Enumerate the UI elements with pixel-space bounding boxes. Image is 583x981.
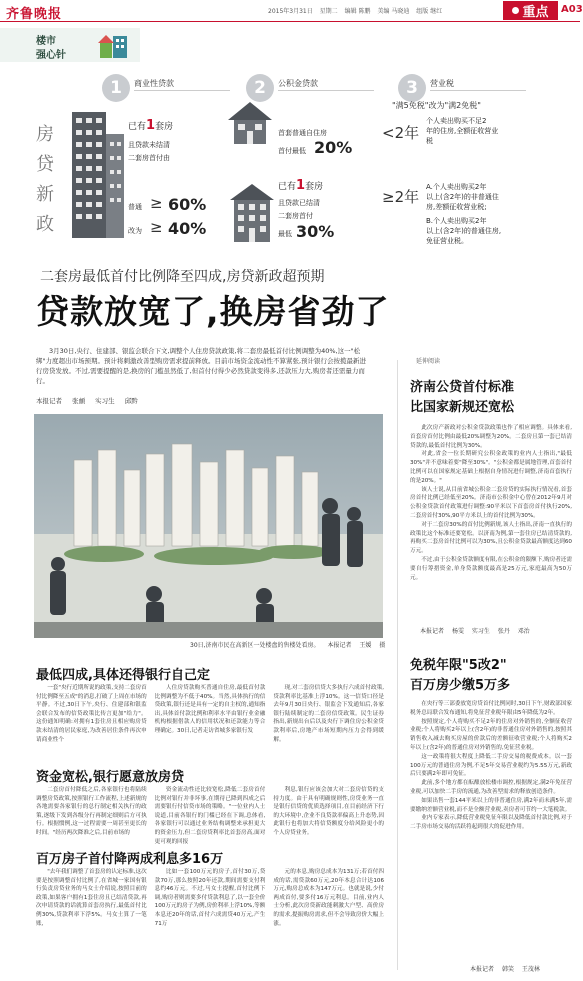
page-number: A03 [561, 4, 583, 15]
story-2-paragraph: 在央行等三部委放宽房贷首付比例同时,30日下午,财政部国家税务总局联合发布通知,将免征营业税年限由5年降低为2年。 [410, 701, 572, 716]
provident-second-prefix: 已有 [278, 182, 297, 192]
story-2-paragraph: 此前,多个地方都在酝酿放松楼市调控,根据规定,满2年免征营业税,可以加快二手房的流通,为改善型需求的释放创造条件。 [410, 780, 572, 795]
side-title-char: 新 [36, 184, 54, 205]
photo-caption [190, 640, 391, 649]
commercial-normal-pct: 60% [168, 195, 207, 214]
article-3-col: 元的本息,购房总成本为131万;若首付四成的话,需贷款60万元,20年本息合计达106万元,购房总成本为147万元。也就是说,少付两成首付,要多付16万元利息。目前,业内人士分析,此次房贷新政能刺激大户型、高价房的需求,提振购房需求,但不会导致房价大幅上涨。 [273, 869, 385, 927]
story-1-title-line2: 比国家新规还宽松 [410, 400, 515, 415]
story-1-paragraph: 对于二套房30%的首付比例新规,该人士指出,济南一直执行的政策比这个标准还要宽松。以济南为例,第一套住房已结清贷款的,再购买二套房首付比例可以为30%,且公积金贷款最高额度达到60万元。 [410, 521, 572, 555]
byline-name: 邓治 [517, 628, 530, 635]
apartment-building-icon [228, 182, 276, 242]
story-1-paragraph: 对此,省会一位长期研究公积金政策的业内人士指出,"最低30%"并不意味着要"降至30%"。"公积金都是属地管理,首套首付比例可以在国家规定基础上根据自身情况进行调整,济南首套执行的是20%。" [410, 451, 572, 484]
article-1-title: 最低四成,具体还得银行自己定 [36, 668, 210, 683]
caption-role: 本报记者 [327, 642, 352, 649]
story-1-paragraph: 该人士说,从目前省城公积金二套房贷的实际执行情况看,首套房首付比例已经低至20%。济南市公积金中心曾在2012年9月对公积金贷款首付政策进行调整:90平米以下首套房首付执行20%,二套房首付30%,90平方米以上的首付比例为30%。 [410, 486, 572, 519]
commercial-has-one-prefix: 已有 [128, 122, 147, 132]
provident-second-pct: 30% [296, 222, 335, 241]
tax-lt-line1: 个人卖出购买不足2 [426, 117, 487, 125]
byline-name: 王茂林 [521, 966, 540, 973]
commercial-has-one-num: 1 [146, 118, 156, 133]
article-3-body [36, 868, 384, 976]
article-byline [36, 396, 146, 405]
provident-first-prefix: 首付最低 [278, 147, 306, 155]
section-tag [503, 1, 558, 20]
house-icon [96, 32, 130, 60]
byline-role: 本报记者 [420, 628, 445, 635]
article-3-title: 百万房子首付降两成利息多16万 [36, 852, 224, 867]
commercial-changed-pct: 40% [168, 219, 207, 238]
provident-second-line2: 二套房首付 [278, 212, 313, 220]
side-title-char: 房 [36, 124, 54, 145]
section-2-title: 公积金贷款 [278, 79, 318, 88]
credit-designer: 美编 马晓迪 [377, 8, 410, 15]
tax-lt-line3: 税 [426, 137, 433, 145]
article-2-col: 二套房首付降低之后,各家银行也将陆续调整房贷政策,按照银行工作流程,上述新规的各地需要各家银行的总行制定相关执行的政策,逐级下发到各级分行再制定细则后方可执行。根据惯例,这一过程需要一周甚至更长的时间。"经历两次降准之后,目前市场的 [36, 787, 147, 836]
commercial-loan-line2: 二套房首付由 [128, 154, 170, 162]
story-1-title-line1: 济南公贷首付标准 [410, 380, 515, 395]
article-lead: 3月30日,央行、住建部、银监会联合下文,调整个人住房贷款政策,将二套房最低首付比例调整为40%,这一"松绑"力度超出市场预期。预计将刺激改善型购房需求提前释放。目前市场资金流动性不算紧张,预计银行会按揽最新进行房贷发放。不过,需要提醒的是,换房的门槛虽然低了,但首付付得少必然贷款变得多,还款压力大,购房者还需量力而行。 [36, 347, 367, 385]
related-reading-label: 延伸阅读 [416, 358, 441, 365]
article-headline: 贷款放宽了,换房省劲了 [36, 292, 390, 331]
commercial-loan-line1: 且贷款未结清 [128, 141, 170, 149]
article-2-col: 利息,银行应该会加大对二套房信贷的支持力度。由于具有明确规则性,房贷业务一直是银行信贷的优质选择项目,在目前经济下行的大环境中,企业不良贷款率偏高上升态势,因此银行也将加大将信贷额度分给风险更小的个人房贷业务。 [273, 787, 385, 836]
policy-infographic [0, 24, 580, 256]
commercial-changed-label: 改为 [128, 227, 142, 235]
section-3-number: 3 [398, 74, 426, 102]
byline-role: 实习生 [471, 628, 490, 635]
byline-role: 实习生 [95, 397, 115, 405]
tax-less-than-2: <2年 [382, 124, 420, 142]
provident-second-has-one [278, 180, 323, 193]
tax-ge-a-line2: 以上(含2年)的非普通住 [426, 193, 499, 201]
article-2-body [36, 786, 384, 846]
story-1-byline [420, 626, 536, 635]
commercial-has-one-suffix: 套房 [155, 122, 174, 132]
provident-second-num: 1 [296, 178, 306, 193]
side-title [32, 120, 58, 240]
story-2-paragraph: 这一政策将很大程度上降低二手房交易的税费成本。以一套100万元的普通住房为例,不足5年交易营业税约为5.55万元,新政后只要满2年即可免征。 [410, 753, 572, 778]
story-2-byline [470, 964, 546, 973]
masthead [0, 0, 583, 22]
article-1-body [36, 684, 384, 762]
section-1-title: 商业性贷款 [134, 79, 174, 88]
story-1-paragraph: 不过,由于公积金贷款额度有限,在公积金的限额下,购房者还需要自行筹措资金,单身贷款额度最高是25万元,家庭最高为50万元。 [410, 556, 572, 581]
credit-layout: 组版 继红 [416, 8, 443, 15]
commercial-normal-ge: ≥ [150, 194, 163, 212]
column-label-line2: 强心针 [36, 50, 66, 61]
section-1-number: 1 [102, 74, 130, 102]
article-1-col: 一套"央行近期所说的政策,支持二套房首付比例降至五成"的消息,打破了上周在市场的平静。不过,30日下午,央行、住建部和银监会联合发布的信贷政策比传言更加"给力"。这份通知明确:对拥有1套住房且相应购房贷款未结清的居民家庭,为改善居住条件再次申请商业性个 [36, 685, 147, 743]
story-1-paragraph: 此次房产新政对公积金贷款政策也作了相应调整。具体来看,首套房首付比例由最低20%调整为20%。二套房且第一套已结清贷款的,最低首付比例为30%。 [410, 425, 572, 449]
caption-shot: 摄 [379, 642, 386, 649]
issue-info [268, 6, 447, 15]
story-2-paragraph: 按照规定,个人将购买不足2年的住房对外销售的,全额征收营业税;个人将购买2年以上(含2年)的非普通住房对外销售的,按照其销售收入减去购买房屋的价款后的差额征收营业税;个人将购买2年以上(含2年)的普通住房对外销售的,免征营业税。 [410, 718, 572, 751]
section-3-rule [430, 90, 526, 91]
tax-ge-b-line3: 免征营业税。 [426, 237, 468, 245]
sales-center-model-photo [34, 414, 383, 638]
provident-first-pct: 20% [314, 138, 353, 157]
story-2-title-line1: 免税年限"5改2" [410, 658, 507, 673]
column-divider [397, 360, 398, 970]
story-2-paragraph: 业内专家表示,降低营业税免征年限以及降低首付款比例,对于二手房市场交易的活跃将起到很大的促进作用。 [410, 815, 572, 831]
side-title-char: 贷 [36, 154, 54, 175]
bullet-icon [512, 7, 519, 14]
section-1-rule [134, 90, 230, 91]
provident-second-suffix: 套房 [305, 182, 324, 192]
column-label [0, 28, 140, 62]
article-3-col: "去年我们调整了首套房的认定标准,这次要是按照调整首付比例了,在省城一家国有银行负责房贷业务的马女士介绍说,按照目前的政策,如果客户拥有1套住房且已结清贷款,再次申请贷款的话就算首套房执行,最低首付比例30%,贷款利率下浮5%。马女士算了一笔账, [36, 869, 147, 927]
article-subheadline: 二套房最低首付比例降至四成,房贷新政超预期 [40, 269, 325, 285]
article-1-col: 人住房贷款购买普通自住房,最低首付款比例调整为不低于40%。当然,具体执行的信贷政策,银行还是具有一定的自主权的,通知指出,具体首付款比例和利率水平由银行业金融机构根据借款人的信用状况和还款能力等合理确定。30日,记者走访省城多家银行发 [154, 685, 266, 734]
tax-ge-a-line1: A.个人卖出购买2年 [426, 183, 487, 191]
article-2-col: 资金流动性还比较宽松,降低二套房首付比例对银行并非坏事,在期待已降到四成之后需要银行付信贷市场的策略。"一位业内人士说道,目前各银行的门槛已经在下调,总体看,各家银行可以通过业务结构调整来承担更大的资金压力,但二套房贷利率比首套房高,面对更可观的回报 [154, 787, 266, 845]
section-2-number: 2 [246, 74, 274, 102]
byline-role: 本报记者 [470, 966, 495, 973]
tax-ge-b-line1: B.个人卖出购买2年 [426, 217, 487, 225]
credit-editor: 编辑 陈鹏 [344, 8, 371, 15]
issue-weekday: 星期二 [319, 8, 338, 15]
issue-date: 2015年3月31日 [268, 8, 313, 15]
provident-first-line2 [278, 146, 306, 156]
news-photo [34, 414, 383, 638]
article-2-title: 资金宽松,银行愿意放房贷 [36, 770, 184, 785]
side-title-char: 政 [36, 214, 54, 235]
provident-first-line1: 首套普通自住房 [278, 129, 327, 137]
commercial-changed-ge: ≥ [150, 218, 163, 236]
tax-lt-line2: 年的住房,全额征收营业 [426, 127, 499, 135]
story-2-paragraph: 如果出售一套144平米以上的非普通住房,满2年而未满5年,需要缴纳差额营业税,而不是全额营业税,卖房者可节约一大笔税款。 [410, 797, 572, 813]
story-2-title-line2: 百万房少缴5万多 [410, 678, 511, 693]
tax-at-least-2: ≥2年 [382, 188, 420, 206]
caption-photographer: 王媛 [359, 642, 372, 649]
byline-name: 邱黔 [124, 397, 138, 405]
caption-text: 30日,济南市民在高新区一处楼盘的售楼处看房。 [190, 642, 320, 649]
byline-name: 张丹 [497, 628, 510, 635]
commercial-normal-label: 普通 [128, 203, 142, 211]
tax-headline: "满5免税"改为"满2免税" [392, 101, 481, 110]
newspaper-logo: 齐鲁晚报 [6, 7, 63, 22]
section-3-title: 营业税 [430, 79, 454, 88]
commercial-has-one [128, 120, 173, 133]
provident-second-min-label: 最低 [278, 230, 292, 238]
byline-role: 本报记者 [36, 397, 62, 405]
tax-ge-b-line2: 以上(含2年)的普通住房, [426, 227, 502, 235]
tax-ge-a-line3: 房,差额征收营业税; [426, 203, 487, 211]
article-1-col: 现,对二套房信贷大多执行六成首付政策,贷款利率比基准上浮10%。这一信贷口径是去年9月30日央行、银监会下发通知后,各家银行陆续制定的二套房信贷政策。民生证券指出,新规出台后以及央行下调住房公积金贷款利率后,房地产市场短期内压力会得到缓解。 [273, 685, 385, 743]
office-tower-icon [66, 112, 126, 238]
byline-name: 杨雯 [451, 628, 464, 635]
section-label: 重点 [522, 5, 549, 20]
article-3-col: 比如一套100万元的房子,首付30万,贷款70万,那么按照20年还款,期间需要支付利息约46万元。不过,马女士提醒,首付比例下调,购房者则需要多付贷款利息了,以一套全价100万元的房子为例,房价利率上浮10%,等额本息还20年的话,首付六成需贷40万元,产生71万 [154, 869, 266, 927]
byline-name: 韩笑 [501, 966, 514, 973]
story-2-body [410, 700, 572, 962]
section-2-rule [278, 90, 374, 91]
residential-house-icon [226, 98, 274, 146]
provident-second-line1: 且贷款已结清 [278, 199, 320, 207]
story-1-body [410, 424, 572, 626]
byline-name: 张頔 [72, 397, 86, 405]
column-label-line1: 楼市 [36, 36, 56, 47]
